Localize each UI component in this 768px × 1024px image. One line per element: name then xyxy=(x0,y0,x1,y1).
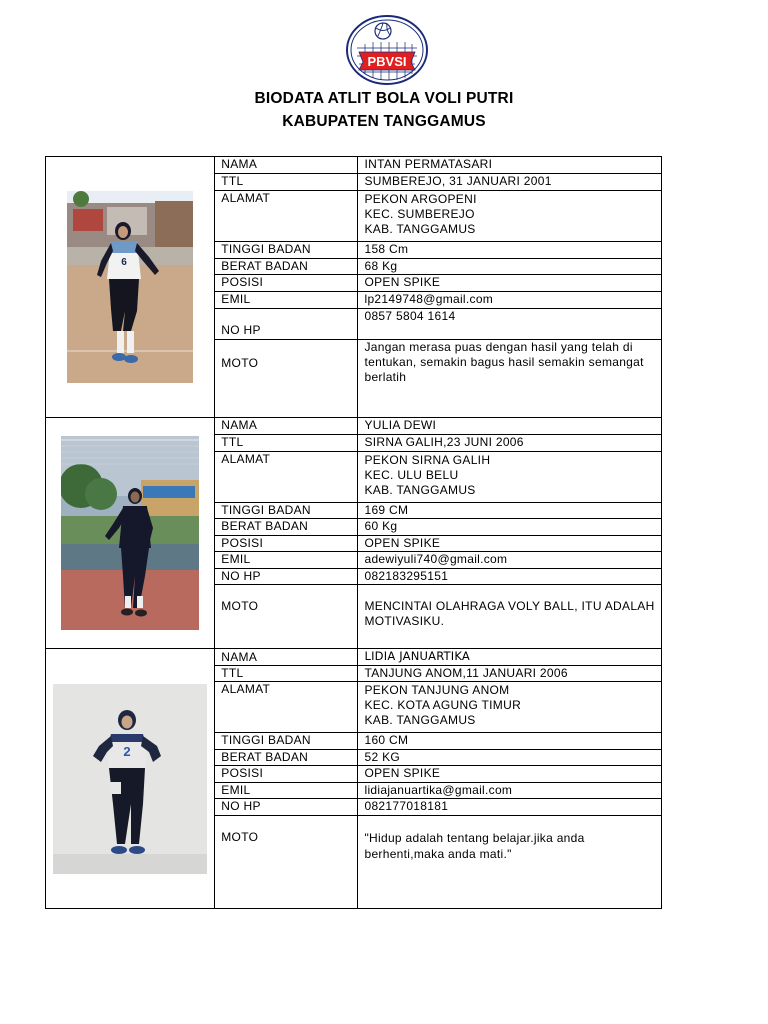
alamat-line: PEKON TANJUNG ANOM xyxy=(364,683,510,697)
jersey-number-1: 6 xyxy=(121,257,127,268)
value-tinggi: 158 Cm xyxy=(358,242,662,259)
label-emil: EMIL xyxy=(215,783,358,799)
alamat-line: PEKON ARGOPENI xyxy=(364,192,477,206)
value-moto: "Hidup adalah tentang belajar.jika anda berhenti,maka anda mati." xyxy=(358,816,662,909)
value-nohp: 082177018181 xyxy=(358,799,662,816)
label-tinggi: TINGGI BADAN xyxy=(215,733,358,750)
athlete-photo xyxy=(61,436,199,630)
value-emil: lp2149748@gmail.com xyxy=(358,292,662,309)
label-ttl: TTL xyxy=(215,174,358,191)
value-emil: adewiyuli740@gmail.com xyxy=(358,552,662,569)
label-nohp: NO HP xyxy=(215,309,358,340)
label-alamat: ALAMAT xyxy=(215,191,358,242)
value-nohp: 0857 5804 1614 xyxy=(358,309,662,340)
value-alamat xyxy=(358,452,662,503)
page-title-line1: BIODATA ATLIT BOLA VOLI PUTRI xyxy=(254,90,514,107)
logo-text: PBVSI xyxy=(367,54,407,69)
value-nama: INTAN PERMATASARI xyxy=(358,157,662,174)
value-ttl: TANJUNG ANOM,11 JANUARI 2006 xyxy=(358,666,662,682)
value-posisi: OPEN SPIKE xyxy=(358,536,662,552)
alamat-line: KEC. KOTA AGUNG TIMUR xyxy=(364,698,522,712)
label-alamat: ALAMAT xyxy=(215,682,358,733)
value-moto: Jangan merasa puas dengan hasil yang telah di tentukan, semakin bagus hasil semakin semangat berlatih xyxy=(358,340,662,418)
athlete-photo-cell xyxy=(46,418,215,649)
value-alamat xyxy=(358,191,662,242)
page-title-line2: KABUPATEN TANGGAMUS xyxy=(282,113,486,130)
label-berat: BERAT BADAN xyxy=(215,750,358,766)
alamat-line: KAB. TANGGAMUS xyxy=(364,222,476,236)
label-posisi: POSISI xyxy=(215,536,358,552)
label-moto: MOTO xyxy=(215,816,358,909)
value-nama xyxy=(358,649,662,666)
value-berat: 52 KG xyxy=(358,750,662,766)
label-moto: MOTO xyxy=(215,585,358,649)
value-posisi: OPEN SPIKE xyxy=(358,766,662,783)
value-nohp: 082183295151 xyxy=(358,569,662,585)
label-moto: MOTO xyxy=(215,340,358,418)
value-tinggi: 160 CM xyxy=(358,733,662,750)
value-berat: 60 Kg xyxy=(358,519,662,536)
label-ttl: TTL xyxy=(215,435,358,452)
athlete-photo-cell xyxy=(46,157,215,418)
value-ttl: SIRNA GALIH,23 JUNI 2006 xyxy=(358,435,662,452)
alamat-line: KAB. TANGGAMUS xyxy=(364,483,476,497)
jersey-number-3: 2 xyxy=(123,743,131,759)
athlete-photo-cell xyxy=(46,649,215,909)
value-alamat xyxy=(358,682,662,733)
pbvsi-logo xyxy=(345,14,429,86)
alamat-line: KEC. SUMBEREJO xyxy=(364,207,475,221)
value-posisi: OPEN SPIKE xyxy=(358,275,662,292)
label-emil: EMIL xyxy=(215,292,358,309)
alamat-line: KEC. ULU BELU xyxy=(364,468,459,482)
value-nama: YULIA DEWI xyxy=(358,418,662,435)
value-ttl: SUMBEREJO, 31 JANUARI 2001 xyxy=(358,174,662,191)
label-nama: NAMA xyxy=(215,157,358,174)
athlete-photo xyxy=(53,684,207,874)
label-posisi: POSISI xyxy=(215,766,358,783)
table-row xyxy=(46,649,662,666)
value-moto: MENCINTAI OLAHRAGA VOLY BALL, ITU ADALAH MOTIVASIKU. xyxy=(358,585,662,649)
label-alamat: ALAMAT xyxy=(215,452,358,503)
label-berat: BERAT BADAN xyxy=(215,259,358,275)
athlete-photo xyxy=(67,191,193,383)
label-tinggi: TINGGI BADAN xyxy=(215,242,358,259)
table-row xyxy=(46,157,662,174)
value-berat: 68 Kg xyxy=(358,259,662,275)
label-emil: EMIL xyxy=(215,552,358,569)
label-ttl: TTL xyxy=(215,666,358,682)
label-nohp: NO HP xyxy=(215,569,358,585)
alamat-line: PEKON SIRNA GALIH xyxy=(364,453,491,467)
value-nama-text: LIDIA JANUARTIKA xyxy=(364,649,470,663)
value-emil: lidiajanuartika@gmail.com xyxy=(358,783,662,799)
alamat-line: KAB. TANGGAMUS xyxy=(364,713,476,727)
label-nohp: NO HP xyxy=(215,799,358,816)
biodata-table xyxy=(45,156,662,909)
label-tinggi: TINGGI BADAN xyxy=(215,503,358,519)
table-row xyxy=(46,418,662,435)
label-nama: NAMA xyxy=(215,649,358,666)
value-tinggi: 169 CM xyxy=(358,503,662,519)
label-posisi: POSISI xyxy=(215,275,358,292)
label-nama: NAMA xyxy=(215,418,358,435)
label-berat: BERAT BADAN xyxy=(215,519,358,536)
